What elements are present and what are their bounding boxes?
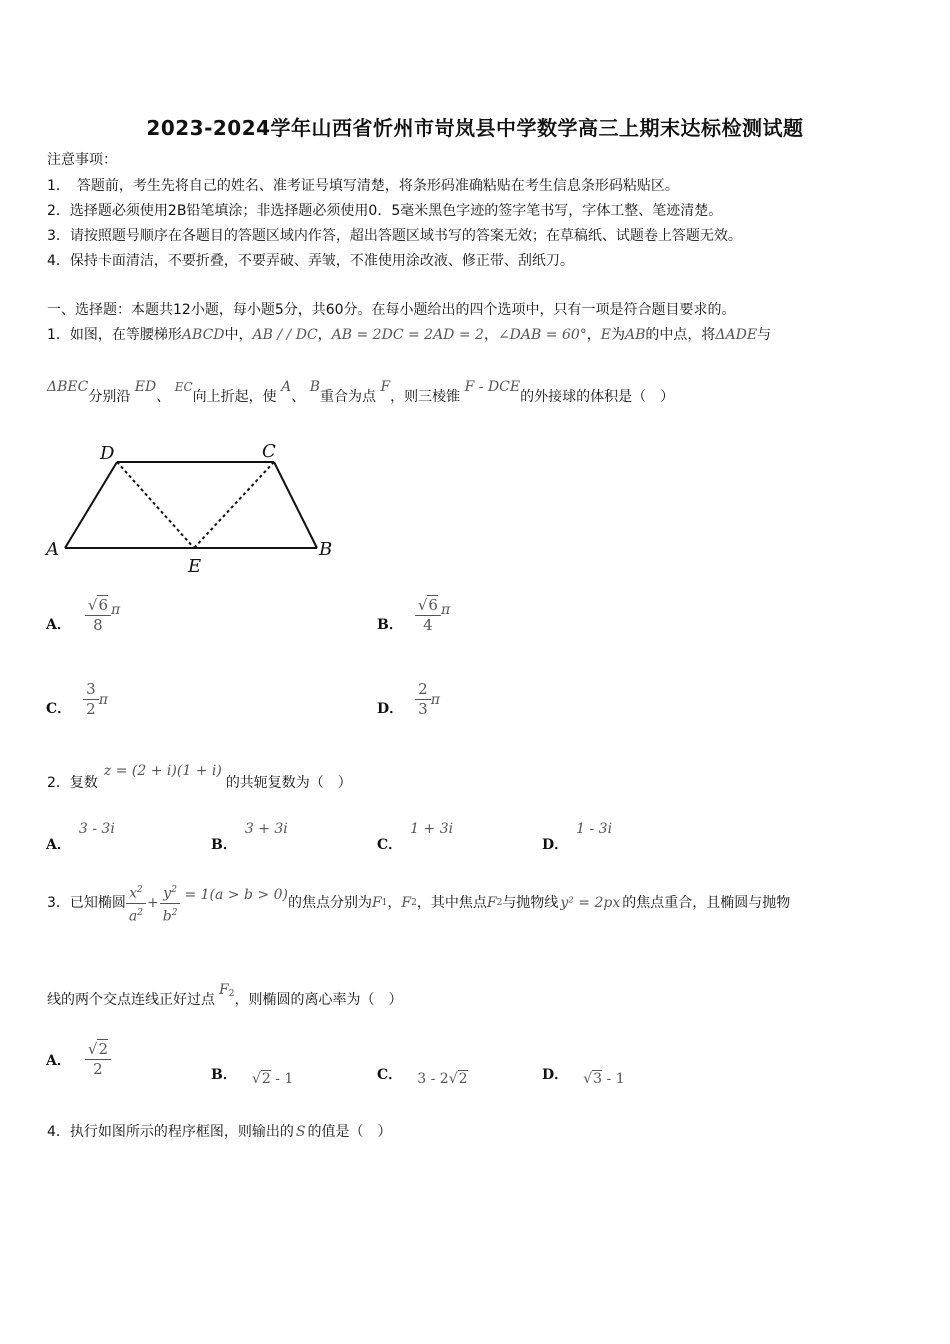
trapezoid-figure: [40, 435, 340, 580]
label-d: D: [100, 443, 115, 464]
q2-option-a[interactable]: A．3 - 3i: [46, 821, 115, 853]
page-title: 2023-2024学年山西省忻州市岢岚县中学数学高三上期末达标检测试题: [146, 116, 804, 140]
question-2: 2．复数z = (2 + i)(1 + i)的共轭复数为（ ）: [47, 763, 352, 791]
question-3-line-1: 3．已知椭圆 $\frac{x^2}{a^2}$ + $\frac{y^2}{b^2}$ = 1(a > b > 0) 的焦点分别为 F 1 ， F 2 ，其中焦点 F 2 与抛物线 y² = 2px 的焦点重合，且椭圆与抛物: [47, 881, 790, 925]
question-1-line-1: 1．如图，在等腰梯形ABCD中，AB / / DC，AB = 2DC = 2AD = 2，∠DAB = 60°，E为AB的中点，将ΔADE与: [47, 327, 772, 343]
option-d[interactable]: D． $\frac{2}{3}$ π: [377, 680, 440, 718]
notice-heading: 注意事项：: [47, 152, 117, 168]
q2-option-c[interactable]: C．1 + 3i: [377, 821, 454, 853]
q3-option-d[interactable]: D． √3 - 1: [542, 1067, 625, 1087]
notice-item: 3．请按照题号顺序在各题目的答题区域内作答，超出答题区域书写的答案无效；在草稿纸、试题卷上答题无效。: [47, 228, 742, 244]
q3-option-c[interactable]: C． 3 - 2√2: [377, 1067, 468, 1087]
q3-option-a[interactable]: A． $\frac{√2}{2}$: [46, 1040, 111, 1079]
label-a: A: [46, 539, 59, 560]
edge-cb: [274, 462, 317, 548]
question-3-line-2: 线的两个交点连线正好过点$F_2$，则椭圆的离心率为（ ）: [47, 982, 403, 1008]
question-1-line-2: ΔBEC分别沿 ED、 EC向上折起，使 A、 B重合为点 F，则三棱锥 F - DCE的外接球的体积是（ ）: [47, 379, 675, 405]
edge-de: [117, 462, 194, 548]
q2-option-d[interactable]: D．1 - 3i: [542, 821, 613, 853]
edge-ad: [65, 462, 117, 548]
notice-item: 1． 答题前，考生先将自己的姓名、准考证号填写清楚，将条形码准确粘贴在考生信息条形码粘贴区。: [47, 178, 679, 194]
q3-option-b[interactable]: B． √2 - 1: [211, 1067, 294, 1087]
option-b[interactable]: B． $\frac{√6}{4}$ π: [377, 596, 451, 634]
edge-ce: [194, 462, 274, 548]
option-c[interactable]: C． $\frac{3}{2}$ π: [46, 680, 108, 718]
label-e: E: [188, 556, 202, 577]
section-heading: 一、选择题：本题共12小题，每小题5分，共60分。在每小题给出的四个选项中，只有一项是符合题目要求的。: [47, 302, 736, 318]
notice-item: 4．保持卡面清洁，不要折叠，不要弄破、弄皱，不准使用涂改液、修正带、刮纸刀。: [47, 253, 574, 269]
label-b: B: [319, 539, 333, 560]
q2-option-b[interactable]: B．3 + 3i: [211, 821, 288, 853]
notice-item: 2．选择题必须使用2B铅笔填涂；非选择题必须使用0．5毫米黑色字迹的签字笔书写，字体工整、笔迹清楚。: [47, 203, 723, 219]
question-4: 4．执行如图所示的程序框图，则输出的 S 的值是（ ）: [47, 1124, 392, 1140]
option-a[interactable]: A． $\frac{√6}{8}$ π: [46, 596, 121, 634]
label-c: C: [262, 441, 276, 462]
